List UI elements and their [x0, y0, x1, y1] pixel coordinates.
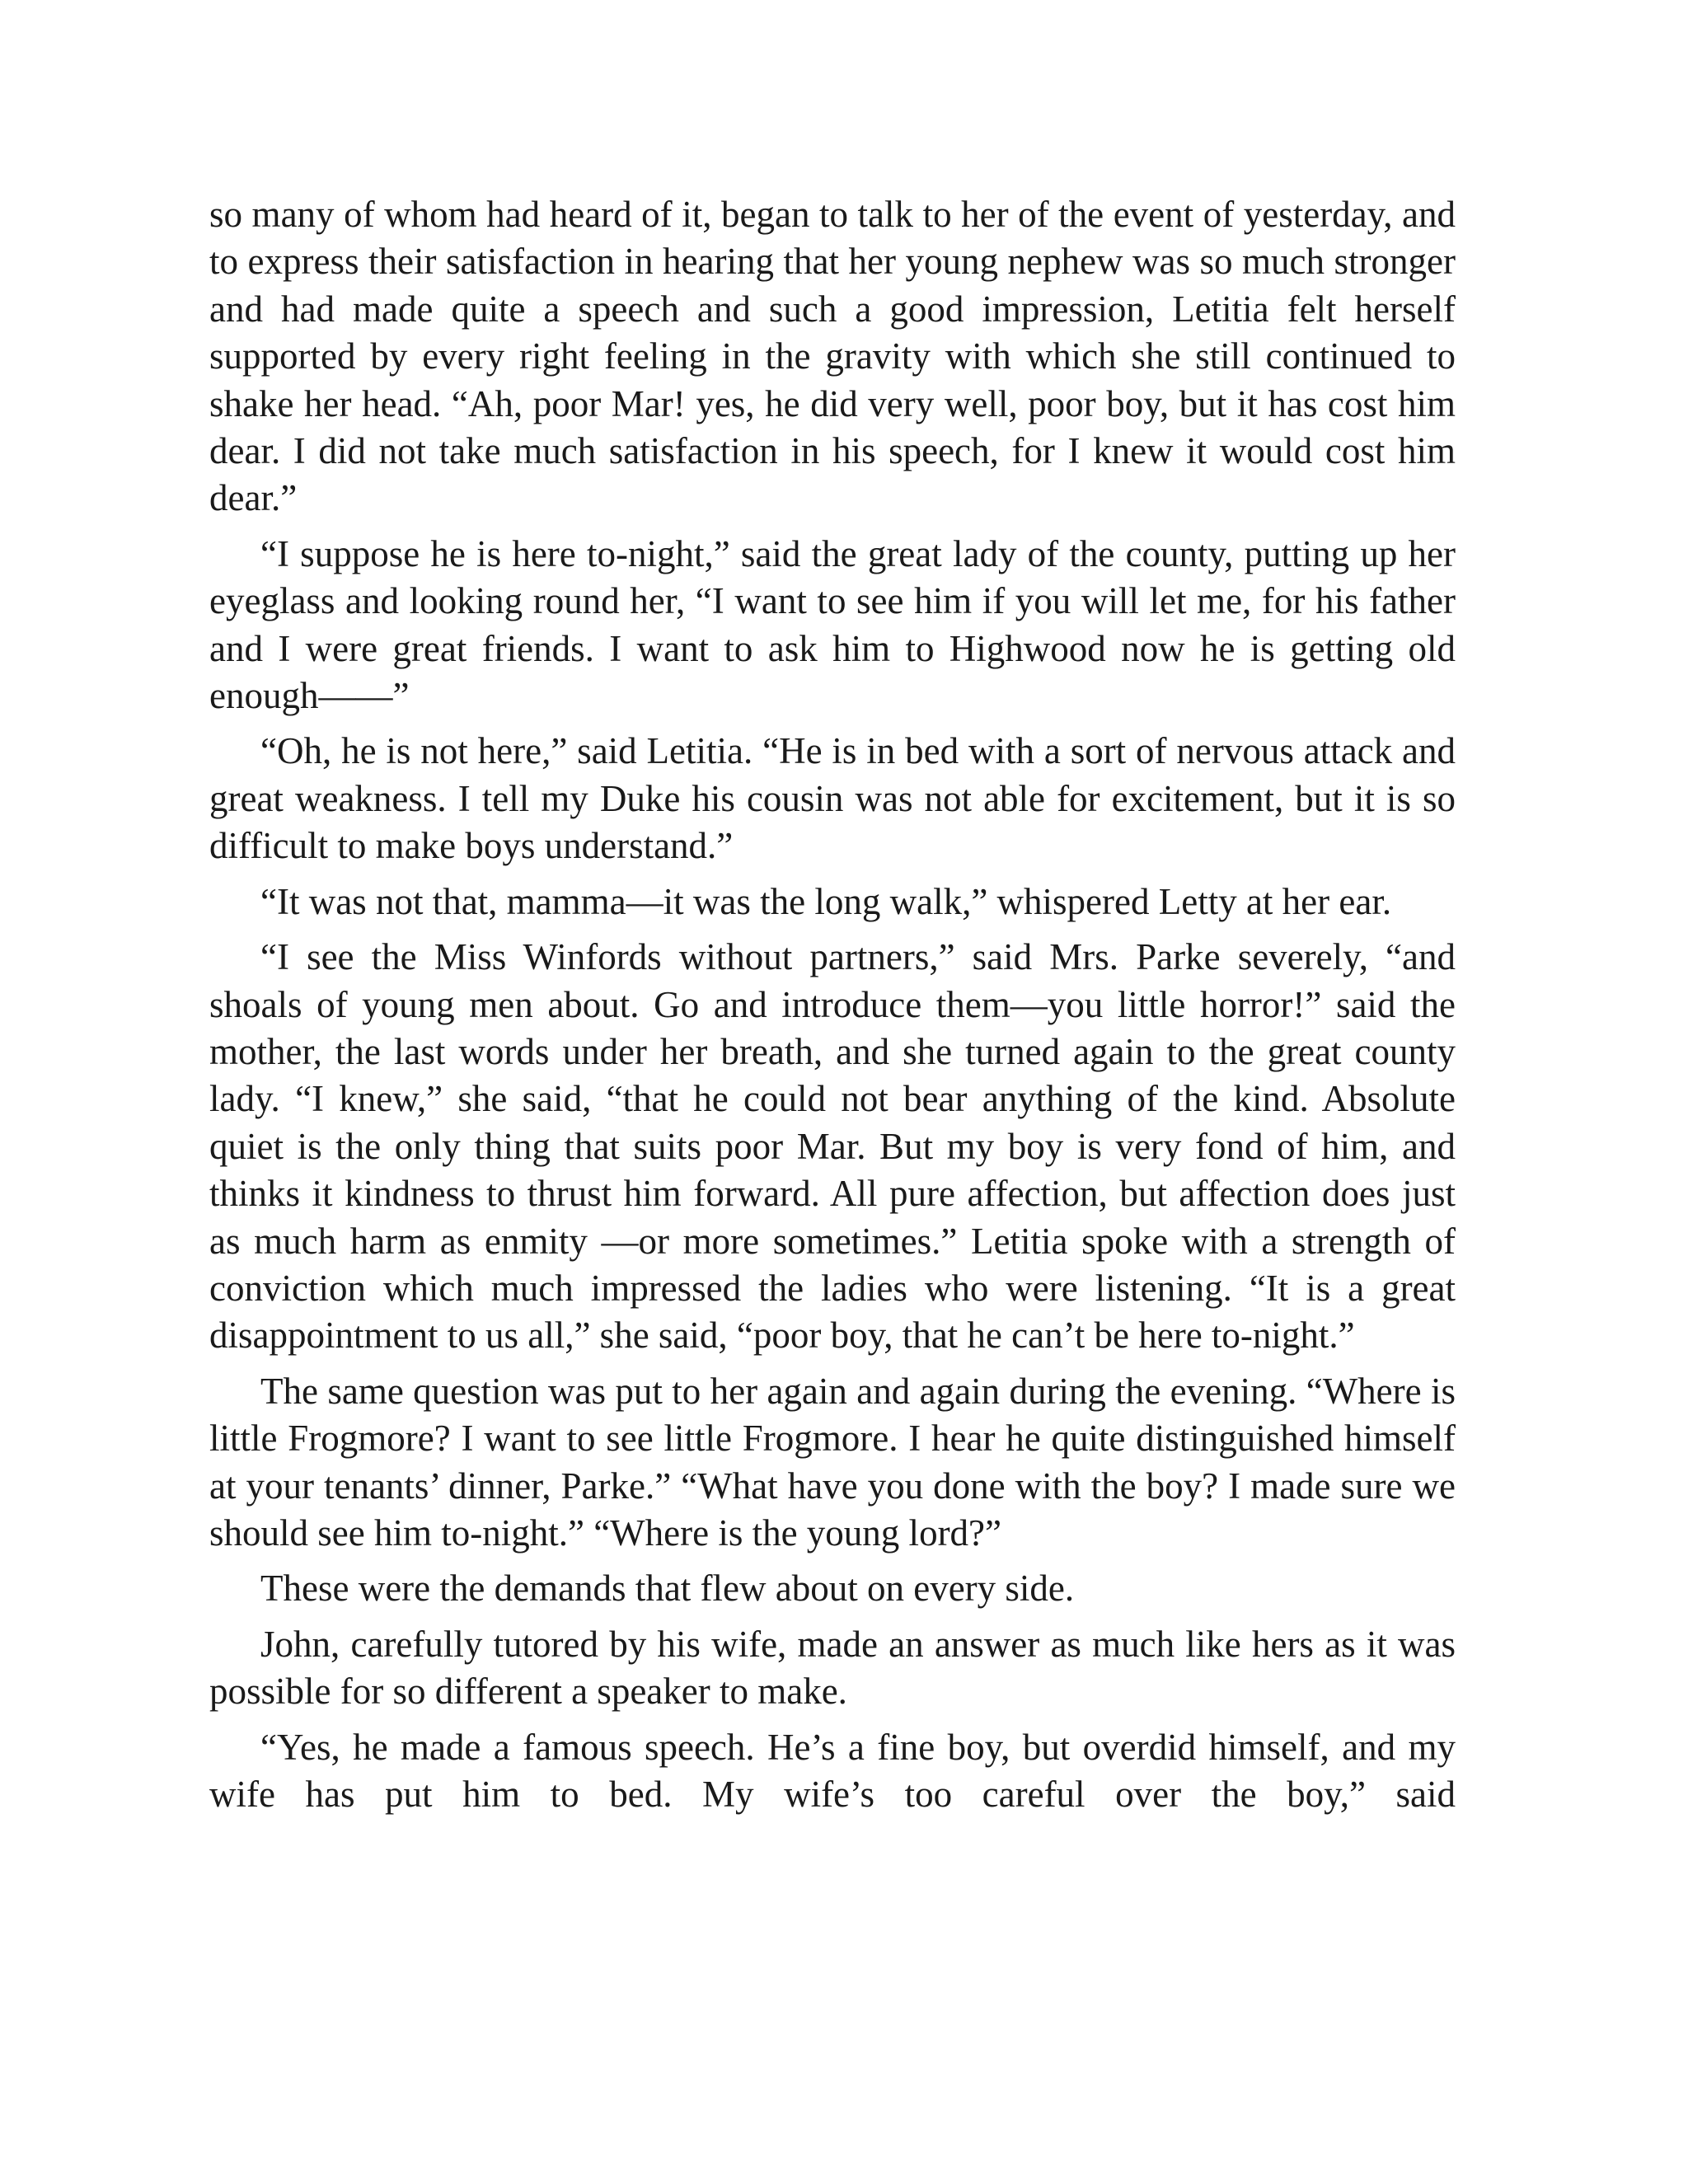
paragraph: John, carefully tutored by his wife, made an answer as much like hers as it was possible for so different a speaker to make.: [209, 1623, 1456, 1713]
paragraph: The same question was put to her again and again during the evening. “Where is little Frogmore? I want to see little Frogmore. I hear he quite distinguished himself at your tenants’ dinner, Parke.” “What have you done with the boy? I made sure we should see him to-night.” “Where is the young lord?”: [209, 1370, 1456, 1554]
paragraph: These were the demands that flew about on every side.: [260, 1568, 1075, 1610]
paragraph: “I suppose he is here to-night,” said the great lady of the county, putting up her eyeglass and looking round her, “I want to see him if you will let me, for his father and I were great friends. I want to ask him to Highwood now he is getting old enough——”: [209, 532, 1456, 717]
paragraph: “It was not that, mamma—it was the long walk,” whispered Letty at her ear.: [260, 880, 1392, 922]
paragraph: “Oh, he is not here,” said Letitia. “He is in bed with a sort of nervous attack and great weakness. I tell my Duke his cousin was not able for excitement, but it is so difficult to make boys understand.”: [209, 730, 1456, 867]
paragraph-runs-on: “Yes, he made a famous speech. He’s a fine boy, but overdid himself, and my wife has put him to bed. My wife’s too careful over the boy,” said: [209, 1726, 1456, 1815]
paragraph-continued: so many of whom had heard of it, began to talk to her of the event of yesterday, and to express their satisfaction in hearing that her young nephew was so much stronger and had made quite a speech and such a good impression, Letitia felt herself supported by every right feeling in the gravity with which she still continued to shake her head. “Ah, poor Mar! yes, he did very well, poor boy, but it has cost him dear. I did not take much satisfaction in his speech, for I knew it would cost him dear.”: [209, 194, 1456, 519]
paragraph: “I see the Miss Winfords without partners,” said Mrs. Parke severely, “and shoals of young men about. Go and introduce them—you little horror!” said the mother, the last words under her breath, and she turned again to the great county lady. “I knew,” she said, “that he could not bear anything of the kind. Absolute quiet is the only thing that suits poor Mar. But my boy is very fond of him, and thinks it kindness to thrust him forward. All pure affection, but affection does just as much harm as enmity —or more sometimes.” Letitia spoke with a strength of conviction which much impressed the ladies who were listening. “It is a great disappointment to us all,” she said, “poor boy, that he can’t be here to-night.”: [209, 936, 1456, 1357]
body-text: [209, 191, 1456, 1826]
